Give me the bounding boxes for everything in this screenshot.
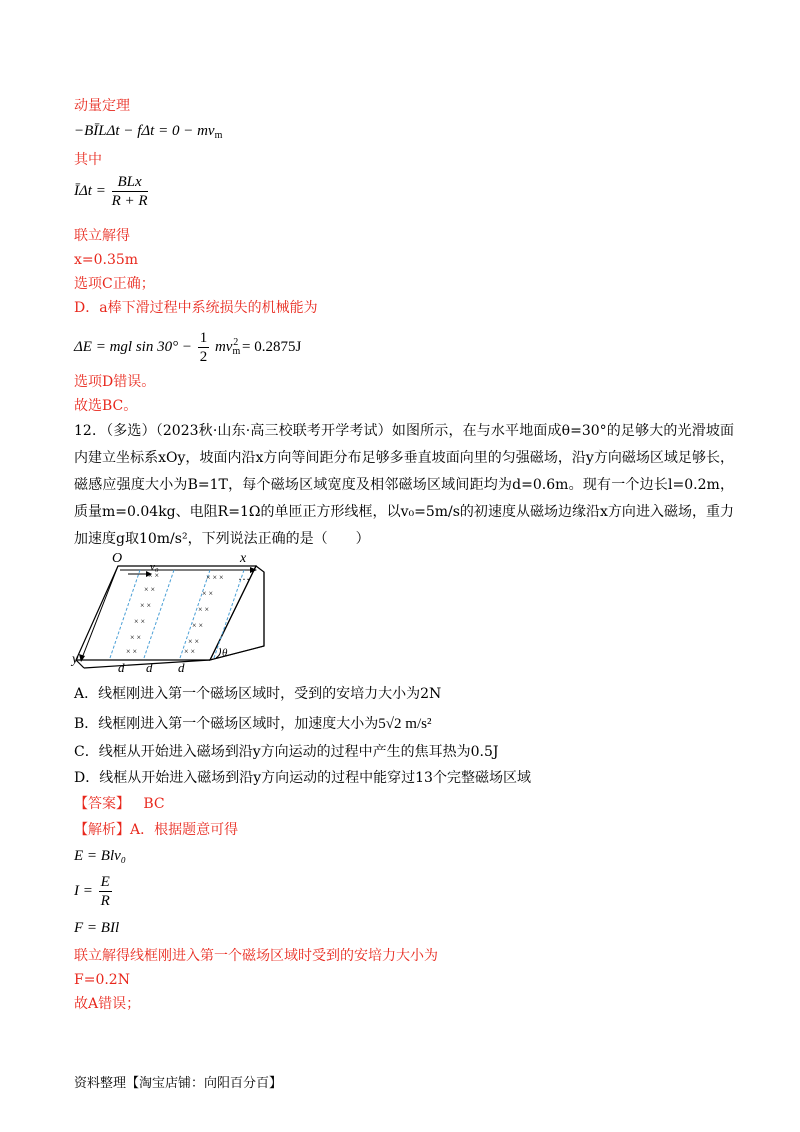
option-b: B．线框刚进入第一个磁场区域时，加速度大小为5√2 m/s² [74, 716, 432, 732]
analysis-intro: A．根据题意可得 [130, 822, 239, 838]
svg-text:× ×: × × [134, 617, 146, 626]
svg-text:× ×: × × [148, 571, 160, 580]
figure-ellipsis: … [238, 569, 250, 583]
figure-label-y: y [72, 652, 79, 667]
analysis-label: 【解析】 [74, 822, 130, 838]
option-d: D．线框从开始进入磁场到沿y方向运动的过程中能穿过13个完整磁场区域 [74, 770, 531, 786]
combine-solve-label: 联立解得 [74, 228, 130, 244]
svg-text:× ×: × × [202, 589, 214, 598]
equation-energy-loss: ΔE = mgl sin 30° − $\frac{1}{2}$ $mv_m^2 = 0.2875J$ [74, 330, 302, 366]
option-a: A．线框刚进入第一个磁场区域时，受到的安培力大小为2N [74, 686, 442, 702]
figure-label-d2: d [146, 660, 153, 675]
question-12-stem: 12．（多选）（2023秋·山东·高三校联考开学考试）如图所示，在与水平地面成θ=30°的足够大的光滑坡面内建立坐标系xOy，坡面内沿x方向等间距分布足够多垂直坡面向里的匀强磁场，沿y方向磁场区域足够长，磁感应强度大小为B=1T，每个磁场区域宽度及相邻磁场区域间距均为d=0.6m。现有一个边长l=0.2m，质量m=0.04kg、电阻R=1Ω的单匝正方形线框，以v₀=5m/s的初速度从磁场边缘沿x方向进入磁场，重力加速度g取10m/s²，下列说法正确的是（ ） [74, 423, 734, 547]
answer-value: BC [143, 796, 165, 812]
option-c-correct: 选项C正确； [74, 276, 155, 292]
option-c: C．线框从开始进入磁场到沿y方向运动的过程中产生的焦耳热为0.5J [74, 744, 499, 760]
svg-text:× ×: × × [126, 647, 138, 656]
option-d-heading: D．a棒下滑过程中系统损失的机械能为 [74, 300, 318, 316]
svg-text:× ×: × × [198, 605, 210, 614]
magnetic-field-slope-figure [70, 550, 270, 675]
svg-text:× ×: × × [188, 637, 200, 646]
equation-charge: ĪΔt = $\frac{\text{BLx}}{R + R}$ [74, 174, 148, 210]
choose-bc: 故选BC。 [74, 398, 138, 414]
svg-text:× ×: × × [144, 585, 156, 594]
footer-credit: 资料整理【淘宝店铺：向阳百分百】 [74, 1076, 283, 1091]
field-crosses [126, 571, 224, 656]
answer-label: 【答案】 [74, 796, 130, 812]
figure-label-v0: v₀ [150, 561, 159, 573]
momentum-theorem-label: 动量定理 [74, 98, 130, 114]
figure-label-x: x [240, 551, 247, 566]
svg-text:× ×: × × [184, 647, 196, 656]
where-label: 其中 [74, 152, 102, 168]
figure-label-d1: d [118, 660, 125, 675]
option-d-wrong: 选项D错误。 [74, 374, 156, 390]
equation-force: F = BIl [74, 920, 120, 936]
analysis-conclusion: 联立解得线框刚进入第一个磁场区域时受到的安培力大小为 [74, 948, 438, 964]
equation-emf: E = Blv₀ [74, 848, 126, 864]
field-boundary-lines [110, 570, 244, 658]
figure-label-theta: θ [222, 647, 228, 659]
option-a-wrong: 故A错误； [74, 996, 141, 1012]
svg-text:× × ×: × × × [206, 573, 224, 582]
svg-text:× ×: × × [140, 601, 152, 610]
svg-text:× ×: × × [130, 633, 142, 642]
figure-label-d3: d [178, 660, 185, 675]
answer-line [74, 794, 165, 814]
equation-momentum: −BĪLΔt − $f\Delta t = 0 - mv_m$ [74, 123, 223, 141]
x-result: x=0.35m [74, 252, 139, 268]
equation-current: I = $\frac{E}{R}$ [74, 874, 110, 910]
analysis-line [74, 820, 238, 840]
svg-text:× ×: × × [192, 621, 204, 630]
figure-label-o: O [112, 551, 123, 566]
force-result: F=0.2N [74, 972, 130, 988]
